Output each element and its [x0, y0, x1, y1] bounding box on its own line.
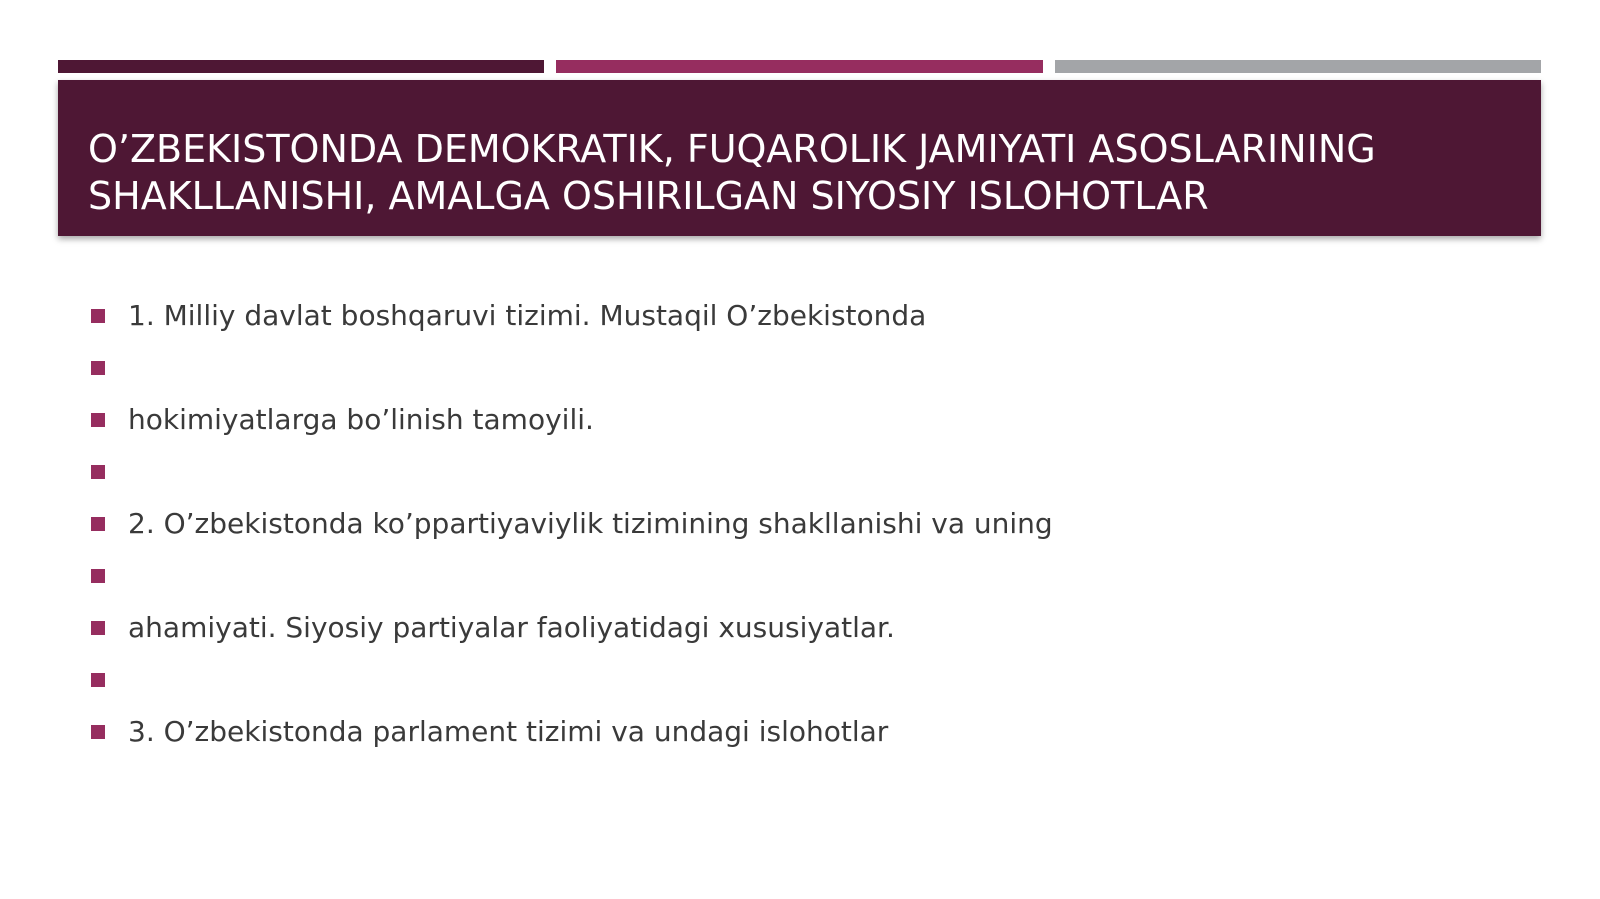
- square-bullet-icon: [91, 517, 105, 531]
- square-bullet-icon: [91, 361, 105, 375]
- square-bullet-icon: [91, 569, 105, 583]
- list-item: [90, 394, 1510, 446]
- list-item: [90, 290, 1510, 342]
- list-item: [90, 654, 1510, 706]
- list-item: [90, 550, 1510, 602]
- slide-title: O’ZBEKISTONDA DEMOKRATIK, FUQAROLIK JAMIYATI ASOSLARINING SHAKLLANISHI, AMALGA OSHIRILGAN SIYOSIY ISLOHOTLAR: [88, 127, 1376, 218]
- square-bullet-icon: [91, 725, 105, 739]
- bullet-text: ahamiyati. Siyosiy partiyalar faoliyatidagi xususiyatlar.: [128, 611, 895, 644]
- square-bullet-icon: [91, 673, 105, 687]
- square-bullet-icon: [91, 465, 105, 479]
- bullet-list: [90, 290, 1510, 758]
- list-item: [90, 602, 1510, 654]
- bullet-text: 3. O’zbekistonda parlament tizimi va undagi islohotlar: [128, 715, 889, 748]
- bullet-text: hokimiyatlarga bo’linish tamoyili.: [128, 403, 594, 436]
- list-item: [90, 446, 1510, 498]
- square-bullet-icon: [91, 413, 105, 427]
- list-item: [90, 342, 1510, 394]
- bullet-text: 1. Milliy davlat boshqaruvi tizimi. Mustaqil O’zbekistonda: [128, 299, 927, 332]
- accent-bar-dark: [58, 60, 544, 73]
- list-item: [90, 498, 1510, 550]
- title-banner: [58, 80, 1541, 236]
- list-item: [90, 706, 1510, 758]
- accent-bar-gray: [1055, 60, 1541, 73]
- square-bullet-icon: [91, 309, 105, 323]
- bullet-text: 2. O’zbekistonda ko’ppartiyaviylik tizimining shakllanishi va uning: [128, 507, 1053, 540]
- accent-bar-magenta: [556, 60, 1043, 73]
- square-bullet-icon: [91, 621, 105, 635]
